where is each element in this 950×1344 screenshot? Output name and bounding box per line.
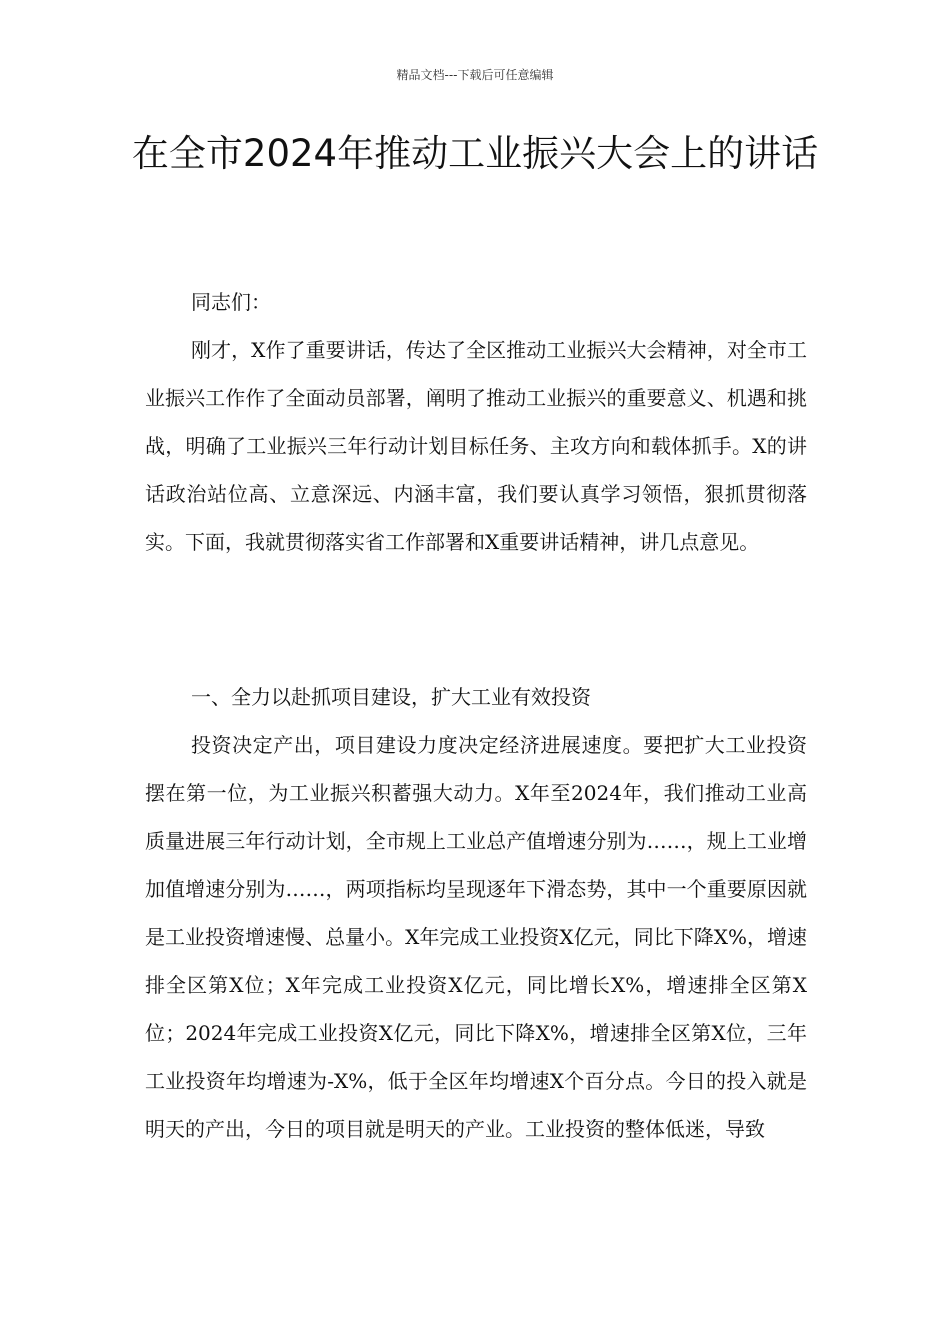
intro-paragraph: 刚才，X作了重要讲话，传达了全区推动工业振兴大会精神，对全市工业振兴工作作了全面动员部署，阐明了推动工业振兴的重要意义、机遇和挑战，明确了工业振兴三年行动计划目标任务、主攻方向和载体抓手。X的讲话政治站位高、立意深远、内涵丰富，我们要认真学习领悟，狠抓贯彻落实。下面，我就贯彻落实省工作部署和X重要讲话精神，讲几点意见。 [145, 338, 807, 554]
section-body-paragraph: 投资决定产出，项目建设力度决定经济进展速度。要把扩大工业投资摆在第一位，为工业振兴积蓄强大动力。X年至2024年，我们推动工业高质量进展三年行动计划，全市规上工业总产值增速分别为……，规上工业增加值增速分别为……，两项指标均呈现逐年下滑态势，其中一个重要原因就是工业投资增速慢、总量小。X年完成工业投资X亿元，同比下降X%，增速排全区第X位；X年完成工业投资X亿元，同比增长X%，增速排全区第X位；2024年完成工业投资X亿元，同比下降X%，增速排全区第X位，三年工业投资年均增速为-X%，低于全区年均增速X个百分点。今日的投入就是明天的产出，今日的项目就是明天的产业。工业投资的整体低迷，导致 [145, 733, 807, 1141]
page-header: 精品文档---下载后可任意编辑 [396, 68, 554, 82]
document-title: 在全市2024年推动工业振兴大会上的讲话 [131, 132, 819, 175]
section-heading: 一、全力以赴抓项目建设，扩大工业有效投资 [191, 685, 591, 709]
greeting-paragraph: 同志们： [191, 290, 271, 314]
